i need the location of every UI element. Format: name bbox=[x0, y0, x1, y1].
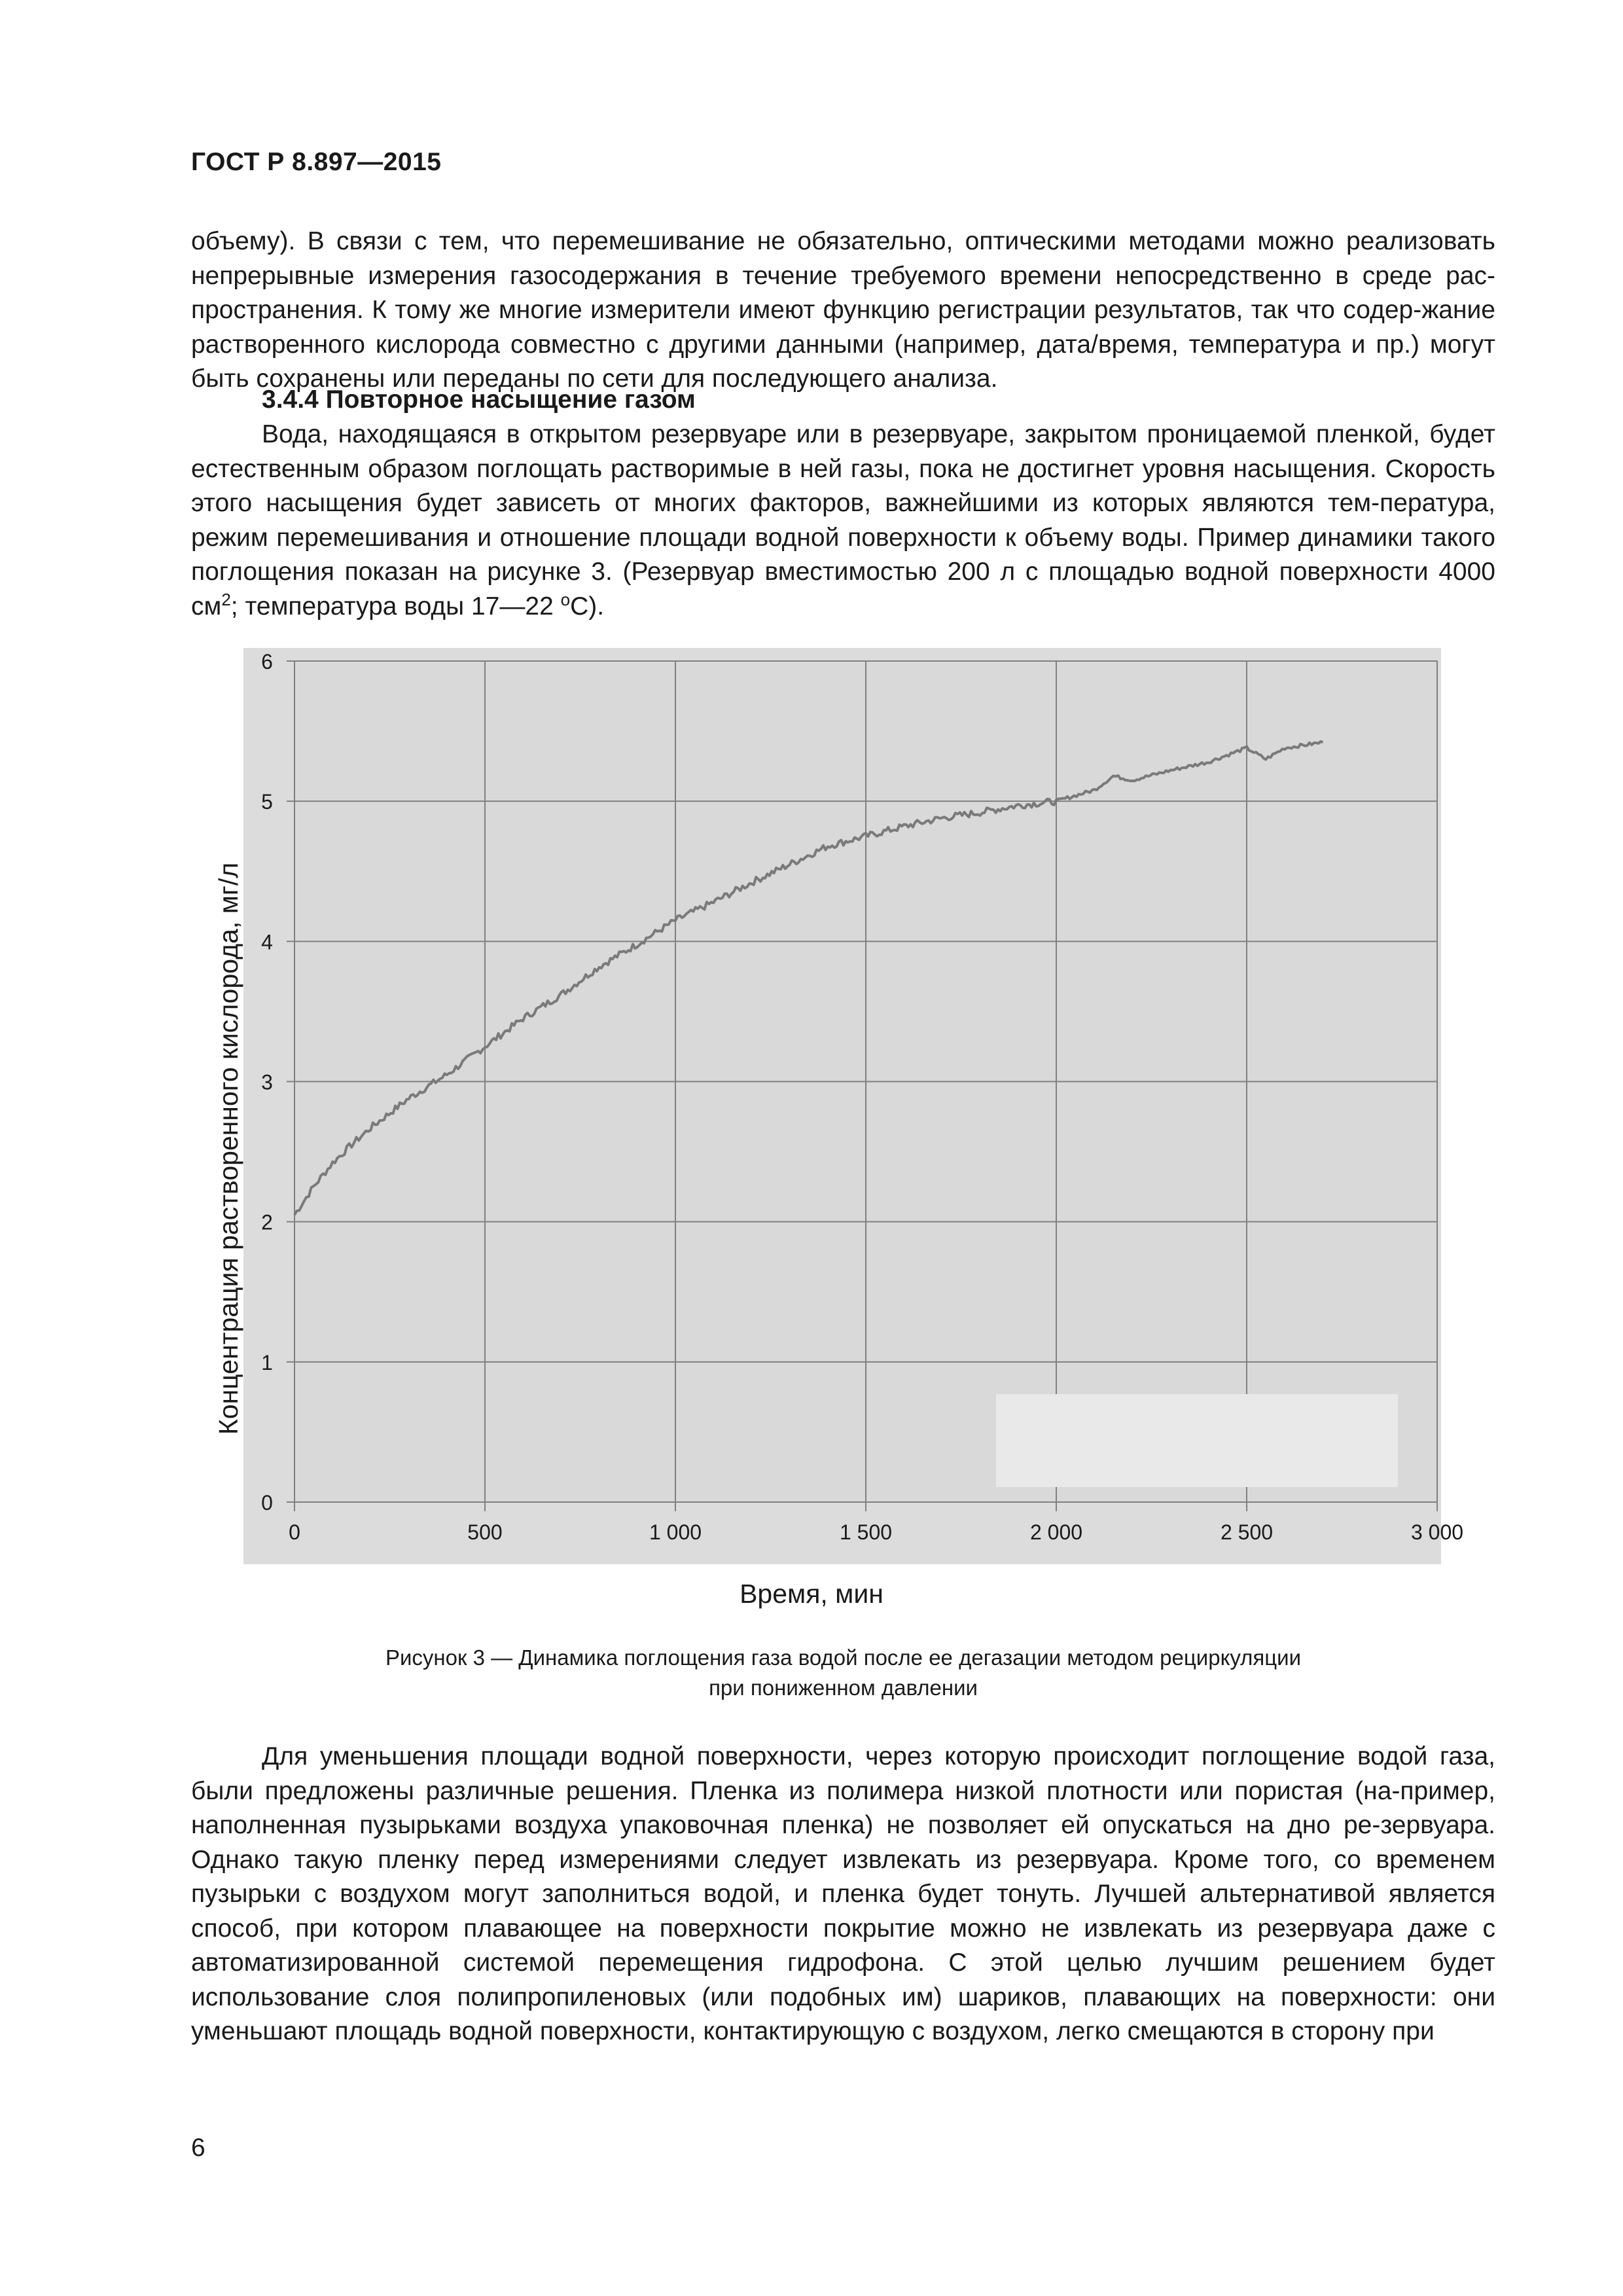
y-tick-label: 5 bbox=[261, 790, 273, 814]
x-tick-label: 0 bbox=[289, 1520, 300, 1544]
caption-line-1: Рисунок 3 — Динамика поглощения газа водой после ее дегазации методом рециркуляции bbox=[385, 1645, 1302, 1670]
paragraph-2-main: Вода, находящаяся в открытом резервуаре или в резервуаре, закрытом проницаемой пленкой, будет естественным образом поглощать растворимые в ней газы, пока не достигнет уровня насыщения. Скорость этого насыщения будет зависеть от многих факторов, важнейшими из которых являются тем-пература, режим перемешивания и отношение площади водной поверхности к объему воды. Пример динамики такого поглощения показан на рисунке 3. (Резервуар вместимостью 200 л с площадью водной поверхности 4000 см bbox=[191, 420, 1495, 620]
paragraph-1: объему). В связи с тем, что перемешивание не обязательно, оптическими методами можно реализовать непрерывные измерения газосодержания в течение требуемого времени непосредственно в среде рас-пространения. К тому же многие измерители имеют функцию регистрации результатов, так что содер-жание растворенного кислорода совместно с другими данными (например, дата/время, температура и пр.) могут быть сохранены или переданы по сети для последующего анализа. bbox=[191, 227, 1495, 393]
y-tick-label: 0 bbox=[261, 1491, 273, 1515]
paragraph-2 bbox=[191, 418, 1495, 624]
paragraph-2-mid: ; температура воды 17—22 bbox=[230, 592, 561, 620]
x-tick-label: 1 000 bbox=[649, 1520, 702, 1544]
y-tick-label: 4 bbox=[261, 930, 273, 954]
y-tick-label: 6 bbox=[261, 650, 273, 673]
superscript-area: 2 bbox=[221, 589, 231, 609]
y-tick-label: 2 bbox=[261, 1210, 273, 1234]
paragraph-2-end: С). bbox=[570, 592, 605, 620]
page-header: ГОСТ Р 8.897—2015 bbox=[191, 148, 442, 176]
x-axis-title: Время, мин bbox=[740, 1579, 883, 1609]
y-axis-title: Концентрация растворенного кислорода, мг/л bbox=[213, 862, 243, 1435]
y-tick-label: 1 bbox=[261, 1350, 273, 1374]
page-number: 6 bbox=[191, 2134, 205, 2162]
x-tick-label: 3 000 bbox=[1410, 1520, 1464, 1544]
legend-box bbox=[996, 1394, 1398, 1487]
x-tick-label: 2 000 bbox=[1029, 1520, 1083, 1544]
x-tick-label: 2 500 bbox=[1220, 1520, 1274, 1544]
caption-line-2: при пониженном давлении bbox=[709, 1676, 978, 1700]
section-heading: 3.4.4 Повторное насыщение газом bbox=[262, 386, 696, 414]
y-tick-label: 3 bbox=[261, 1070, 273, 1094]
paragraph-3: Для уменьшения площади водной поверхности, через которую происходит поглощение водой газа, были предложены различные решения. Пленка из полимера низкой плотности или пористая (на-пример, наполненная пузырьками воздуха упаковочная пленка) не позволяет ей опускаться на дно ре-зервуара. Однако такую пленку перед измерениями следует извлекать из резервуара. Кроме того, со временем пузырьки с воздухом могут заполниться водой, и пленка будет тонуть. Лучшей альтернативой является способ, при котором плавающее на поверхности покрытие можно не извлекать из резервуара даже с автоматизированной системой перемещения гидрофона. С этой целью лучшим решением будет использование слоя полипропиленовых (или подобных им) шариков, плавающих на поверхности: они уменьшают площадь водной поверхности, контактирующую с воздухом, легко смещаются в сторону при bbox=[191, 1742, 1495, 2045]
oxygen-concentration-chart bbox=[190, 648, 1466, 1571]
superscript-degree: о bbox=[560, 589, 571, 609]
x-tick-label: 500 bbox=[467, 1520, 503, 1544]
x-tick-label: 1 500 bbox=[839, 1520, 893, 1544]
figure-caption bbox=[191, 1643, 1495, 1703]
